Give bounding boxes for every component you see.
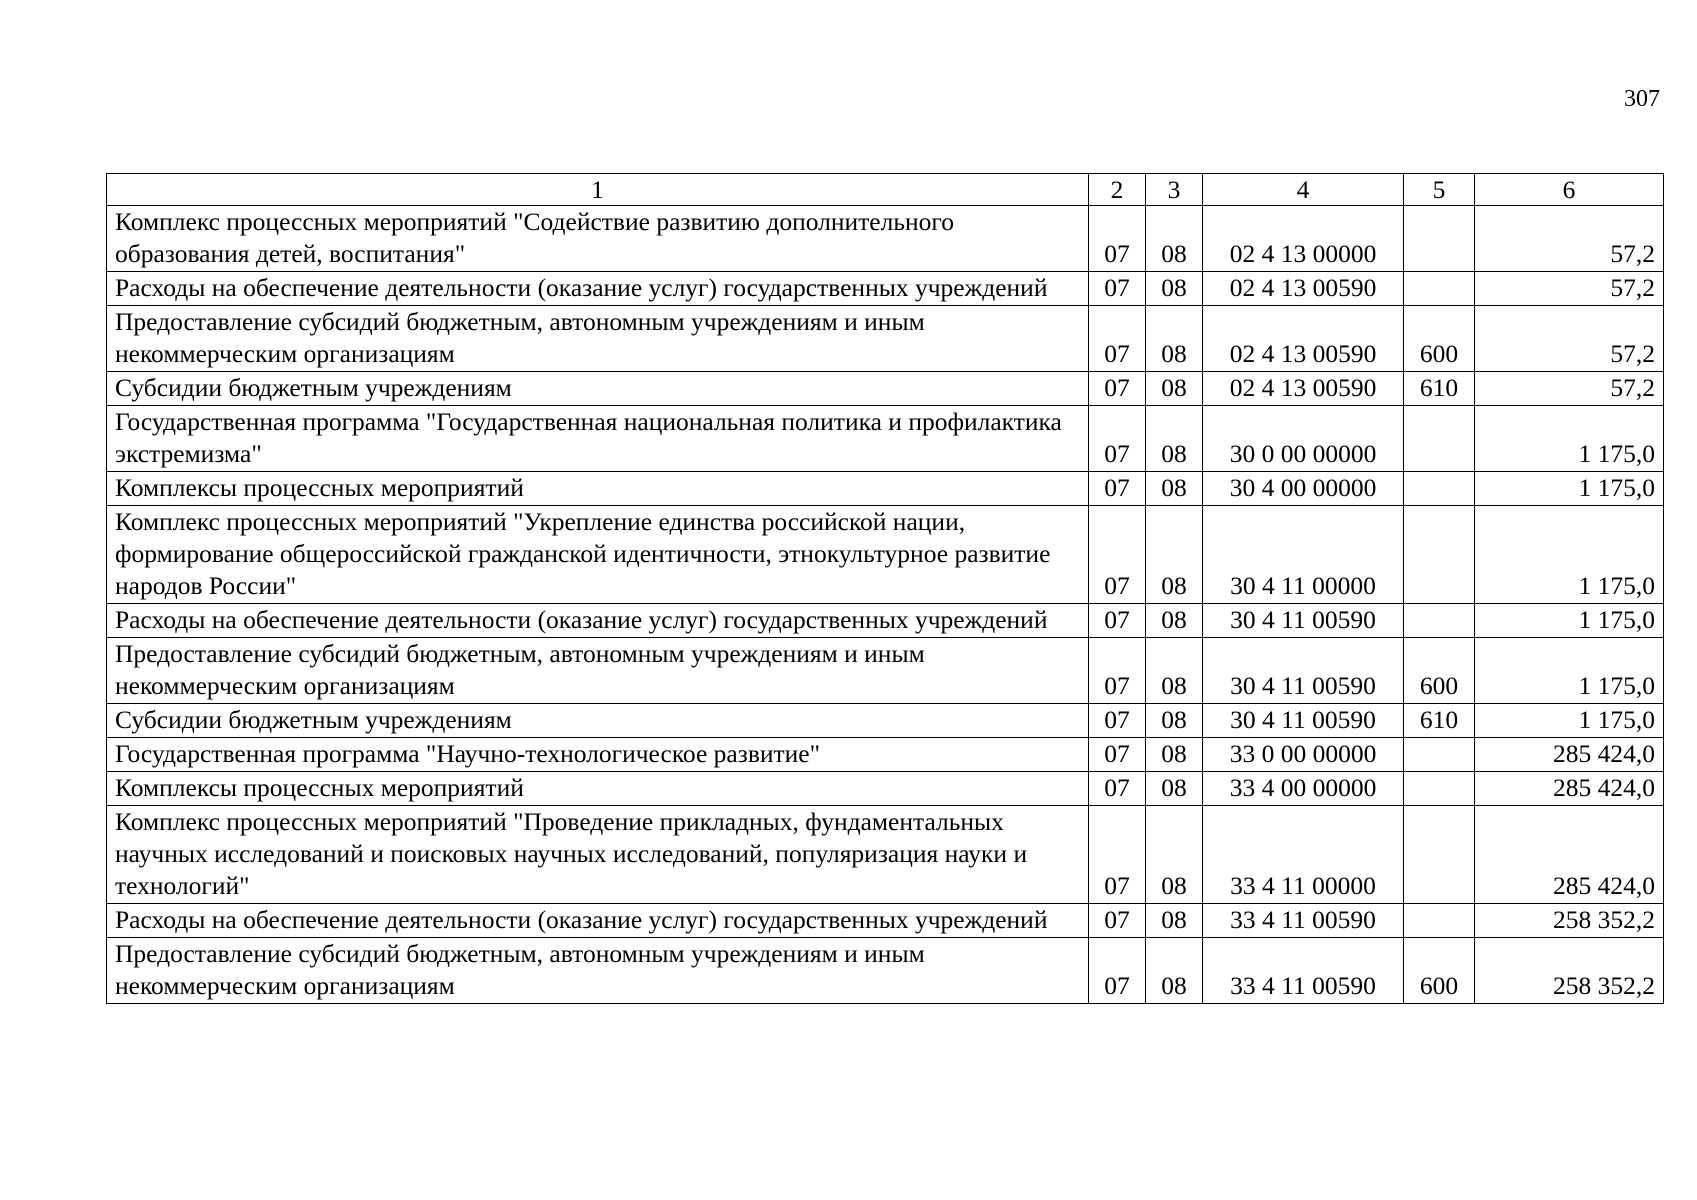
- row-subsection-cell: 08: [1146, 372, 1203, 406]
- row-target-article-cell: 30 4 11 00590: [1203, 604, 1404, 638]
- row-section-cell: 07: [1089, 472, 1146, 506]
- row-amount-cell: 57,2: [1475, 306, 1664, 372]
- row-target-article-cell: 33 4 11 00590: [1203, 904, 1404, 938]
- row-subsection-cell: 08: [1146, 904, 1203, 938]
- row-expense-type-cell: [1404, 806, 1475, 904]
- row-name-cell: Субсидии бюджетным учреждениям: [107, 704, 1089, 738]
- row-amount-cell: 285 424,0: [1475, 738, 1664, 772]
- row-expense-type-cell: 610: [1404, 704, 1475, 738]
- row-target-article-cell: 30 4 11 00000: [1203, 506, 1404, 604]
- row-subsection-cell: 08: [1146, 704, 1203, 738]
- row-target-article-cell: 02 4 13 00590: [1203, 272, 1404, 306]
- row-amount-cell: 57,2: [1475, 272, 1664, 306]
- header-col-3: 3: [1146, 174, 1203, 206]
- row-target-article-cell: 02 4 13 00590: [1203, 372, 1404, 406]
- row-amount-cell: 1 175,0: [1475, 472, 1664, 506]
- row-target-article-cell: 02 4 13 00000: [1203, 206, 1404, 272]
- row-name-cell: Субсидии бюджетным учреждениям: [107, 372, 1089, 406]
- row-subsection-cell: 08: [1146, 638, 1203, 704]
- row-amount-cell: 1 175,0: [1475, 638, 1664, 704]
- row-section-cell: 07: [1089, 772, 1146, 806]
- row-amount-cell: 1 175,0: [1475, 406, 1664, 472]
- row-expense-type-cell: [1404, 738, 1475, 772]
- row-section-cell: 07: [1089, 372, 1146, 406]
- table-row: [107, 772, 1664, 806]
- row-name-cell: Комплекс процессных мероприятий "Укрепление единства российской нации, формирование общероссийской гражданской идентичности, этнокультурное развитие народов России": [107, 506, 1089, 604]
- row-expense-type-cell: [1404, 904, 1475, 938]
- row-subsection-cell: 08: [1146, 806, 1203, 904]
- row-section-cell: 07: [1089, 638, 1146, 704]
- table-row: [107, 306, 1664, 372]
- row-target-article-cell: 33 0 00 00000: [1203, 738, 1404, 772]
- row-target-article-cell: 33 4 11 00590: [1203, 938, 1404, 1004]
- row-amount-cell: 1 175,0: [1475, 604, 1664, 638]
- table-row: [107, 604, 1664, 638]
- table-row: [107, 704, 1664, 738]
- row-target-article-cell: 30 4 11 00590: [1203, 704, 1404, 738]
- row-name-cell: Комплекс процессных мероприятий "Проведение прикладных, фундаментальных научных исследований и поисковых научных исследований, популяризация науки и технологий": [107, 806, 1089, 904]
- row-expense-type-cell: 600: [1404, 638, 1475, 704]
- row-subsection-cell: 08: [1146, 306, 1203, 372]
- row-amount-cell: 57,2: [1475, 206, 1664, 272]
- table-body: [107, 206, 1664, 1004]
- row-expense-type-cell: [1404, 472, 1475, 506]
- table-row: [107, 806, 1664, 904]
- row-subsection-cell: 08: [1146, 738, 1203, 772]
- row-expense-type-cell: 600: [1404, 938, 1475, 1004]
- header-col-1: 1: [107, 174, 1089, 206]
- row-amount-cell: 57,2: [1475, 372, 1664, 406]
- row-target-article-cell: 33 4 00 00000: [1203, 772, 1404, 806]
- row-expense-type-cell: [1404, 604, 1475, 638]
- row-name-cell: Комплекс процессных мероприятий "Содействие развитию дополнительного образования детей, воспитания": [107, 206, 1089, 272]
- page-number: 307: [1624, 86, 1660, 112]
- row-subsection-cell: 08: [1146, 406, 1203, 472]
- row-target-article-cell: 30 4 00 00000: [1203, 472, 1404, 506]
- row-name-cell: Государственная программа "Научно-технологическое развитие": [107, 738, 1089, 772]
- header-col-5: 5: [1404, 174, 1475, 206]
- row-section-cell: 07: [1089, 604, 1146, 638]
- row-amount-cell: 285 424,0: [1475, 806, 1664, 904]
- row-section-cell: 07: [1089, 806, 1146, 904]
- row-subsection-cell: 08: [1146, 206, 1203, 272]
- row-section-cell: 07: [1089, 406, 1146, 472]
- row-expense-type-cell: [1404, 206, 1475, 272]
- table-row: [107, 938, 1664, 1004]
- row-name-cell: Расходы на обеспечение деятельности (оказание услуг) государственных учреждений: [107, 604, 1089, 638]
- row-subsection-cell: 08: [1146, 772, 1203, 806]
- row-subsection-cell: 08: [1146, 938, 1203, 1004]
- table-row: [107, 506, 1664, 604]
- table-row: [107, 406, 1664, 472]
- row-amount-cell: 258 352,2: [1475, 904, 1664, 938]
- row-expense-type-cell: 610: [1404, 372, 1475, 406]
- table-row: [107, 638, 1664, 704]
- row-section-cell: 07: [1089, 738, 1146, 772]
- table-row: [107, 272, 1664, 306]
- header-col-2: 2: [1089, 174, 1146, 206]
- row-target-article-cell: 02 4 13 00590: [1203, 306, 1404, 372]
- row-section-cell: 07: [1089, 904, 1146, 938]
- row-amount-cell: 258 352,2: [1475, 938, 1664, 1004]
- table-row: [107, 904, 1664, 938]
- row-section-cell: 07: [1089, 938, 1146, 1004]
- row-name-cell: Расходы на обеспечение деятельности (оказание услуг) государственных учреждений: [107, 272, 1089, 306]
- row-amount-cell: 1 175,0: [1475, 506, 1664, 604]
- row-expense-type-cell: [1404, 406, 1475, 472]
- row-expense-type-cell: [1404, 272, 1475, 306]
- row-name-cell: Предоставление субсидий бюджетным, автономным учреждениям и иным некоммерческим организациям: [107, 938, 1089, 1004]
- table-row: [107, 738, 1664, 772]
- header-col-4: 4: [1203, 174, 1404, 206]
- table-row: [107, 472, 1664, 506]
- table-row: [107, 206, 1664, 272]
- row-name-cell: Комплексы процессных мероприятий: [107, 772, 1089, 806]
- table-row: [107, 372, 1664, 406]
- row-target-article-cell: 33 4 11 00000: [1203, 806, 1404, 904]
- row-amount-cell: 1 175,0: [1475, 704, 1664, 738]
- row-section-cell: 07: [1089, 272, 1146, 306]
- row-section-cell: 07: [1089, 206, 1146, 272]
- table-header-row: [107, 174, 1664, 206]
- row-name-cell: Комплексы процессных мероприятий: [107, 472, 1089, 506]
- budget-table: [106, 173, 1664, 1004]
- row-subsection-cell: 08: [1146, 272, 1203, 306]
- row-name-cell: Предоставление субсидий бюджетным, автономным учреждениям и иным некоммерческим организациям: [107, 306, 1089, 372]
- row-section-cell: 07: [1089, 306, 1146, 372]
- header-col-6: 6: [1475, 174, 1664, 206]
- row-subsection-cell: 08: [1146, 472, 1203, 506]
- row-subsection-cell: 08: [1146, 604, 1203, 638]
- row-target-article-cell: 30 4 11 00590: [1203, 638, 1404, 704]
- row-amount-cell: 285 424,0: [1475, 772, 1664, 806]
- row-subsection-cell: 08: [1146, 506, 1203, 604]
- row-expense-type-cell: [1404, 506, 1475, 604]
- row-name-cell: Предоставление субсидий бюджетным, автономным учреждениям и иным некоммерческим организациям: [107, 638, 1089, 704]
- row-expense-type-cell: 600: [1404, 306, 1475, 372]
- row-section-cell: 07: [1089, 506, 1146, 604]
- row-expense-type-cell: [1404, 772, 1475, 806]
- row-target-article-cell: 30 0 00 00000: [1203, 406, 1404, 472]
- row-name-cell: Расходы на обеспечение деятельности (оказание услуг) государственных учреждений: [107, 904, 1089, 938]
- row-section-cell: 07: [1089, 704, 1146, 738]
- row-name-cell: Государственная программа "Государственная национальная политика и профилактика экстремизма": [107, 406, 1089, 472]
